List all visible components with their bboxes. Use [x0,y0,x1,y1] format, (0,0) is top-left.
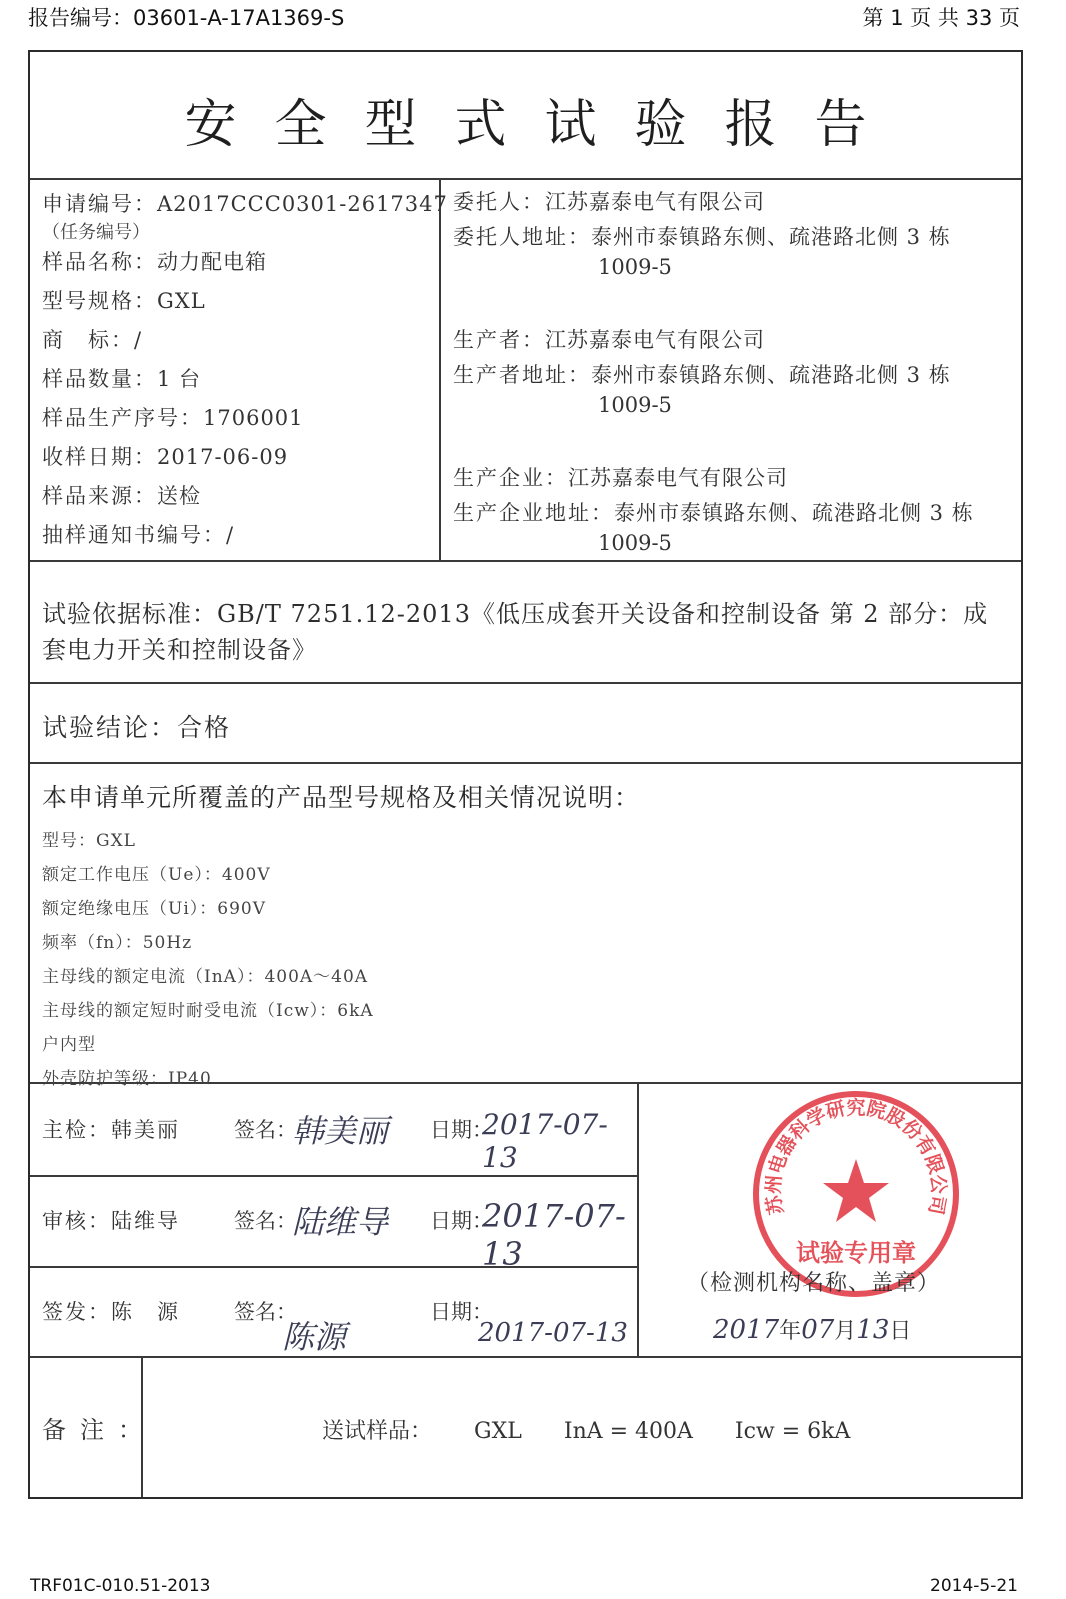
report-number: 报告编号：03601-A-17A1369-S [28,6,345,30]
remarks-label: 备注： [42,1416,156,1444]
handwritten-signature: 陆维导 [292,1203,389,1241]
role-label: 签发： [42,1300,111,1324]
sample-name-line [42,246,267,276]
manufacturer-address-value: 泰州市泰镇路东侧、疏港路北侧 3 栋 [591,363,951,387]
client-address-label: 委托人地址： [453,225,591,249]
sign-label: 签名： [234,1118,297,1142]
application-no-value: A2017CCC0301-2617347 [157,192,448,216]
role-name: 韩美丽 [111,1118,180,1142]
seal-purpose: 试验专用章 [796,1239,916,1267]
coverage-item: 额定绝缘电压（Ui）：690V [42,899,266,919]
coverage-item: 户内型 [42,1035,96,1055]
remarks-content [322,1414,892,1445]
approver-row [30,1266,637,1358]
handwritten-date: 2017-07-13 [482,1108,608,1174]
role-label: 主检： [42,1118,111,1142]
stamp-day-unit: 日 [889,1319,912,1344]
factory-address-label: 生产企业地址： [453,501,614,525]
source-value: 送检 [157,484,201,508]
coverage-item: 主母线的额定短时耐受电流（Icw）：6kA [42,1001,374,1021]
handwritten-signature: 韩美丽 [292,1112,389,1150]
quantity-value: 1 台 [157,367,202,391]
factory-address-value: 泰州市泰镇路东侧、疏港路北侧 3 栋 [614,501,974,525]
info-section [30,180,1021,562]
client-address-line2: 1009-5 [598,255,672,279]
manufacturer-address-label: 生产者地址： [453,363,591,387]
coverage-item: 外壳防护等级：IP40 [42,1069,212,1089]
date-label: 日期： [430,1209,493,1233]
quantity-label: 样品数量： [42,367,157,391]
serial-no-label: 样品生产序号： [42,406,203,430]
factory-address-line2: 1009-5 [598,531,672,555]
stamp-month-unit: 月 [834,1319,857,1344]
trademark-line [42,324,142,354]
factory-value: 江苏嘉泰电气有限公司 [568,466,788,490]
manufacturer-value: 江苏嘉泰电气有限公司 [545,328,765,352]
role-label: 审核： [42,1209,111,1233]
remarks-divider [141,1358,143,1497]
handwritten-signature: 陈源 [282,1318,347,1356]
sample-name-label: 样品名称： [42,250,157,274]
test-standard-section [30,562,1021,684]
seal-area [639,1084,1021,1356]
application-no-line [42,188,448,218]
sample-info [30,180,448,560]
org-caption: （检测机构名称、盖章） [687,1271,941,1296]
signature-table [30,1084,639,1356]
remarks-icw: Icw = 6kA [734,1419,851,1444]
client-address-value: 泰州市泰镇路东侧、疏港路北侧 3 栋 [591,225,951,249]
coverage-item: 型号：GXL [42,831,136,851]
factory-address-line [453,497,974,527]
source-line [42,480,201,510]
stamp-date [713,1314,911,1345]
receive-date-value: 2017-06-09 [157,445,289,469]
sample-name-value: 动力配电箱 [157,250,267,274]
signature-section [30,1084,1021,1358]
seal-star-icon [823,1159,889,1222]
remarks-sample-label: 送试样品： [322,1419,433,1444]
test-standard [42,596,1012,668]
handwritten-date: 2017-07-13 [478,1318,628,1348]
manufacturer-label: 生产者： [453,328,545,352]
form-date: 2014-5-21 [930,1576,1018,1596]
sign-label: 签名： [234,1209,297,1233]
client-line [453,186,765,216]
chief-inspector-role [42,1114,180,1144]
stamp-month: 07 [801,1315,835,1345]
manufacturer-address-line2: 1009-5 [598,393,672,417]
coverage-item: 主母线的额定电流（InA）：400A～40A [42,967,369,987]
report-title: 安全型式试验报告 [184,95,905,155]
coverage-heading: 本申请单元所覆盖的产品型号规格及相关情况说明： [42,783,641,812]
sampling-notice-value: / [226,523,235,547]
party-info [441,180,1021,560]
remarks-model: GXL [474,1419,522,1444]
model-line [42,285,206,315]
handwritten-date: 2017-07-13 [482,1197,626,1273]
stamp-year-unit: 年 [779,1319,802,1344]
serial-no-value: 1706001 [203,406,304,430]
manufacturer-line [453,324,765,354]
role-name: 陆维导 [111,1209,180,1233]
factory-label: 生产企业： [453,466,568,490]
sampling-notice-label: 抽样通知书编号： [42,523,226,547]
trademark-label: 商 标： [42,328,134,352]
conclusion-section [30,684,1021,764]
task-no-note: （任务编号） [42,222,150,243]
coverage-item: 额定工作电压（Ue）：400V [42,865,271,885]
coverage-section [30,764,1021,1089]
report-form [28,50,1023,1499]
reviewer-row [30,1175,637,1273]
form-number: TRF01C-010.51-2013 [30,1576,211,1596]
chief-inspector-row [30,1084,637,1177]
test-conclusion [42,708,231,744]
serial-no-line [42,402,304,432]
model-label: 型号规格： [42,289,157,313]
quantity-line [42,363,201,393]
conclusion-value: 合格 [177,713,232,742]
seal-org-name: 苏州电器科学研究院股份有限公司 [762,1096,950,1217]
page-info: 第 1 页 共 33 页 [862,6,1020,30]
remarks-section [30,1358,1021,1497]
model-value: GXL [157,289,206,313]
stamp-year: 2017 [713,1315,780,1345]
coverage-item: 频率（fn）：50Hz [42,933,193,953]
client-address-line [453,221,951,251]
receive-date-label: 收样日期： [42,445,157,469]
client-label: 委托人： [453,190,545,214]
approver-role [42,1296,180,1326]
source-label: 样品来源： [42,484,157,508]
reviewer-role [42,1205,180,1235]
role-name: 陈 源 [111,1300,180,1324]
test-standard-value: GB/T 7251.12-2013《低压成套开关设备和控制设备 第 2 部分：成套电力开关和控制设备》 [42,600,989,664]
stamp-day: 13 [856,1315,890,1345]
date-label: 日期： [430,1300,493,1324]
application-no-label: 申请编号： [42,192,157,216]
client-value: 江苏嘉泰电气有限公司 [545,190,765,214]
sign-label: 签名： [234,1300,297,1324]
test-standard-label: 试验依据标准： [42,600,217,628]
date-label: 日期： [430,1118,493,1142]
remarks-current: InA = 400A [563,1419,693,1444]
receive-date-line [42,441,288,471]
trademark-value: / [134,328,143,352]
title-section [30,52,1021,180]
conclusion-label: 试验结论： [42,713,178,742]
sampling-notice-line [42,519,234,549]
factory-line [453,462,788,492]
manufacturer-address-line [453,359,951,389]
